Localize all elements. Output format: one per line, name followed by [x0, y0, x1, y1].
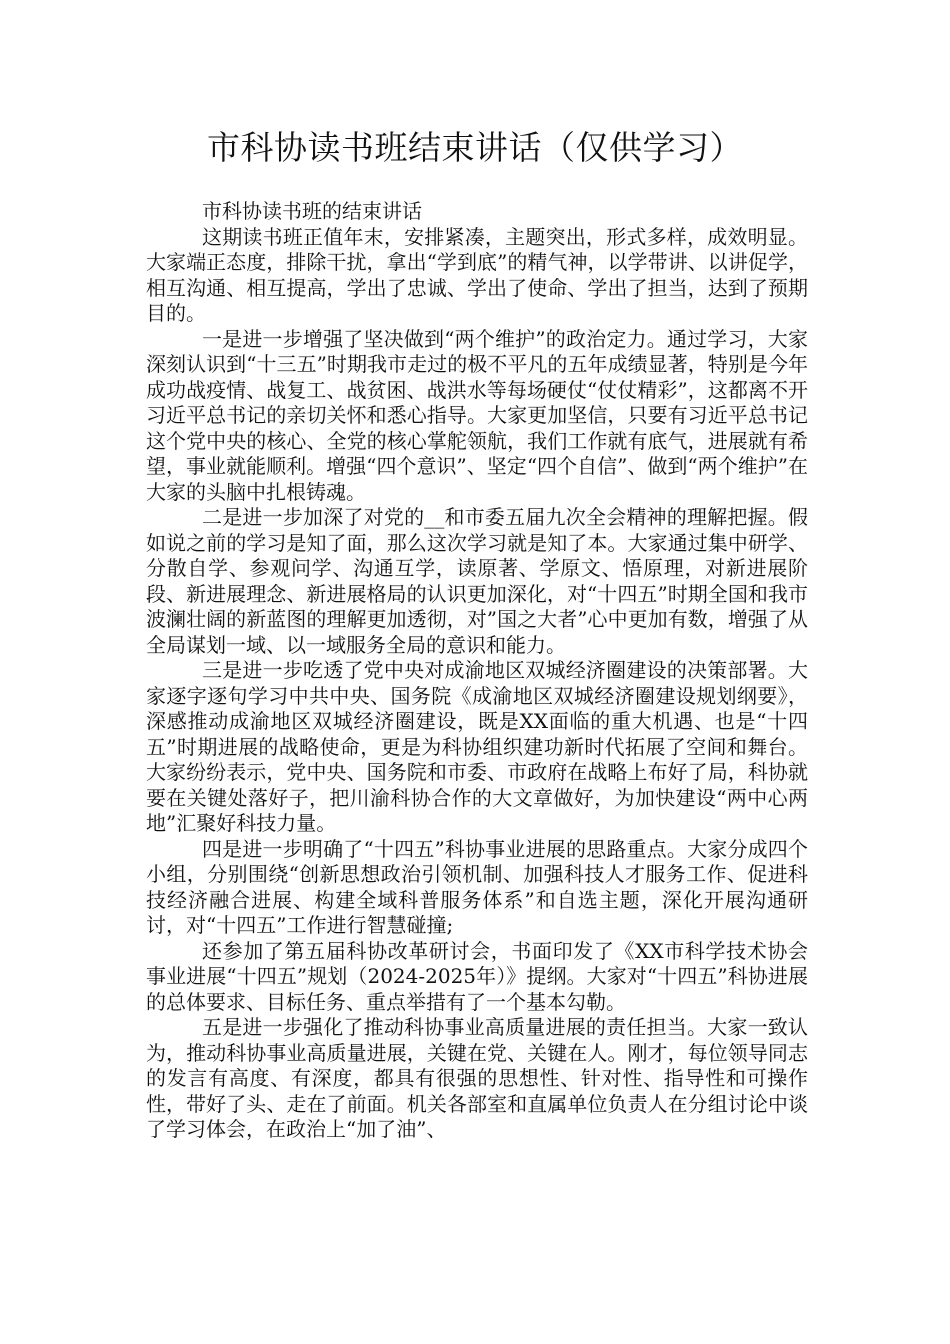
paragraph-point-five: 五是进一步强化了推动科协事业高质量进展的责任担当。大家一致认为，推动科协事业高质量进展，关键在党、关键在人。刚才，每位领导同志的发言有高度、有深度，都具有很强的思想性、针对性、指导性和可操作性，带好了头、走在了前面。机关各部室和直属单位负责人在分组讨论中谈了学习体会，在政治上“加了油”、: [146, 1015, 808, 1141]
paragraph-point-four-continued: 还参加了第五届科协改革研讨会，书面印发了《XX市科学技术协会事业进展“十四五”规划（2024-2025年）》提纲。大家对“十四五”科协进展的总体要求、目标任务、重点举措有了一个基本勾勒。: [146, 938, 808, 1014]
document-body: [146, 199, 808, 1143]
paragraph-point-two: 二是进一步加深了对党的__和市委五届九次全会精神的理解把握。假如说之前的学习是知了面，那么这次学习就是知了本。大家通过集中研学、分散自学、参观问学、沟通互学，读原著、学原文、悟原理，对新进展阶段、新进展理念、新进展格局的认识更加深化，对“十四五”时期全国和我市波澜壮阔的新蓝图的理解更加透彻，对”国之大者”心中更加有数，增强了从全局谋划一域、以一域服务全局的意识和能力。: [146, 505, 808, 657]
document-title: 市科协读书班结束讲话（仅供学习）: [207, 128, 743, 167]
paragraph-subtitle: 市科协读书班的结束讲话: [202, 199, 422, 223]
paragraph-point-one: 一是进一步增强了坚决做到“两个维护”的政治定力。通过学习，大家深刻认识到“十三五”时期我市走过的极不平凡的五年成绩显著，特别是今年成功战疫情、战复工、战贫困、战洪水等每场硬仗“仗仗精彩”，这都离不开习近平总书记的亲切关怀和悉心指导。大家更加坚信，只要有习近平总书记这个党中央的核心、全党的核心掌舵领航，我们工作就有底气，进展就有希望，事业就能顺利。增强“四个意识”、坚定“四个自信”、做到“两个维护”在大家的头脑中扎根铸魂。: [146, 326, 808, 504]
paragraph-point-four: 四是进一步明确了“十四五”科协事业进展的思路重点。大家分成四个小组，分别围绕“创新思想政治引领机制、加强科技人才服务工作、促进科技经济融合进展、构建全域科普服务体系”和自选主题，深化开展沟通研讨，对“十四五”工作进行智慧碰撞;: [146, 836, 808, 937]
paragraph-point-three: 三是进一步吃透了党中央对成渝地区双城经济圈建设的决策部署。大家逐字逐句学习中共中央、国务院《成渝地区双城经济圈建设规划纲要》，深感推动成渝地区双城经济圈建设，既是XX面临的重大机遇、也是“十四五”时期进展的战略使命，更是为科协组织建功新时代拓展了空间和舞台。大家纷纷表示，党中央、国务院和市委、市政府在战略上布好了局，科协就要在关键处落好子，把川渝科协合作的大文章做好，为加快建设“两中心两地”汇聚好科技力量。: [146, 658, 808, 835]
paragraph-intro: 这期读书班正值年末，安排紧凑，主题突出，形式多样，成效明显。大家端正态度，排除干扰，拿出“学到底”的精气神，以学带讲、以讲促学，相互沟通、相互提高，学出了忠诚、学出了使命、学出了担当，达到了预期目的。: [146, 224, 808, 325]
